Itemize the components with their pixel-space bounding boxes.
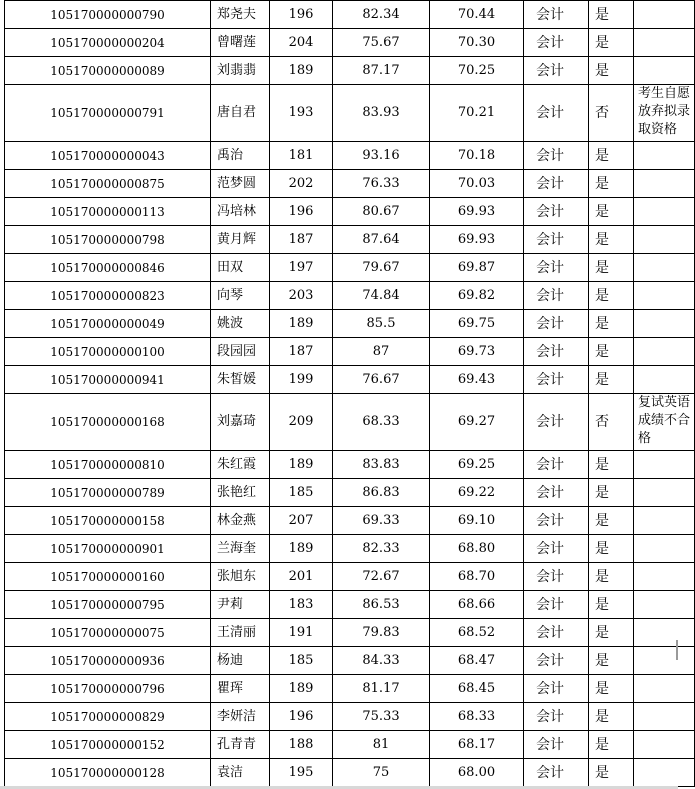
candidate-name-cell: 段园园 [211,338,270,366]
table-row [5,479,695,507]
note-cell [634,451,695,479]
major-cell: 会计 [524,507,589,535]
admitted-cell: 否 [589,85,634,142]
retest-score-cell: 76.33 [333,170,430,198]
candidate-name-cell: 曾曙莲 [211,29,270,57]
major-cell: 会计 [524,142,589,170]
prelim-score-cell: 199 [270,366,333,394]
total-score-cell: 69.73 [430,338,524,366]
retest-score-cell: 83.93 [333,85,430,142]
retest-score-cell: 80.67 [333,198,430,226]
admitted-cell: 是 [589,310,634,338]
total-score-cell: 70.21 [430,85,524,142]
candidate-id-cell: 105170000000089 [5,57,211,85]
retest-score-cell: 75.67 [333,29,430,57]
retest-score-cell: 82.33 [333,535,430,563]
table-row [5,310,695,338]
admitted-cell: 是 [589,451,634,479]
candidate-name-cell: 张艳红 [211,479,270,507]
total-score-cell: 70.18 [430,142,524,170]
total-score-cell: 69.25 [430,451,524,479]
table-row [5,366,695,394]
candidate-id-cell: 105170000000795 [5,591,211,619]
admitted-cell: 是 [589,57,634,85]
retest-score-cell: 79.83 [333,619,430,647]
admitted-cell: 是 [589,619,634,647]
table-row [5,759,695,787]
table-row [5,226,695,254]
retest-score-cell: 76.67 [333,366,430,394]
note-cell [634,731,695,759]
prelim-score-cell: 189 [270,57,333,85]
admitted-cell: 是 [589,142,634,170]
note-cell [634,1,695,29]
candidate-name-cell: 杨迪 [211,647,270,675]
candidate-name-cell: 向琴 [211,282,270,310]
candidate-name-cell: 范梦圆 [211,170,270,198]
table-row [5,57,695,85]
total-score-cell: 68.52 [430,619,524,647]
total-score-cell: 68.80 [430,535,524,563]
prelim-score-cell: 202 [270,170,333,198]
candidate-name-cell: 张旭东 [211,563,270,591]
major-cell: 会计 [524,1,589,29]
total-score-cell: 70.25 [430,57,524,85]
candidate-name-cell: 姚波 [211,310,270,338]
table-row [5,647,695,675]
candidate-id-cell: 105170000000152 [5,731,211,759]
note-cell: 考生自愿放弃拟录取资格 [634,85,695,142]
total-score-cell: 69.10 [430,507,524,535]
table-row [5,507,695,535]
total-score-cell: 68.66 [430,591,524,619]
note-cell [634,535,695,563]
prelim-score-cell: 185 [270,479,333,507]
retest-score-cell: 84.33 [333,647,430,675]
admitted-cell: 是 [589,338,634,366]
candidate-id-cell: 105170000000790 [5,1,211,29]
note-cell [634,675,695,703]
candidate-id-cell: 105170000000160 [5,563,211,591]
note-cell [634,563,695,591]
candidate-name-cell: 禹治 [211,142,270,170]
major-cell: 会计 [524,226,589,254]
total-score-cell: 70.30 [430,29,524,57]
table-row [5,338,695,366]
table-row [5,394,695,451]
admitted-cell: 是 [589,198,634,226]
admitted-cell: 是 [589,479,634,507]
candidate-name-cell: 郑尧夫 [211,1,270,29]
retest-score-cell: 79.67 [333,254,430,282]
retest-score-cell: 75.33 [333,703,430,731]
note-cell [634,479,695,507]
admitted-cell: 是 [589,759,634,787]
total-score-cell: 69.82 [430,282,524,310]
note-cell [634,591,695,619]
major-cell: 会计 [524,451,589,479]
retest-score-cell: 72.67 [333,563,430,591]
retest-score-cell: 93.16 [333,142,430,170]
candidate-name-cell: 田双 [211,254,270,282]
total-score-cell: 68.47 [430,647,524,675]
major-cell: 会计 [524,619,589,647]
candidate-name-cell: 兰海奎 [211,535,270,563]
admitted-cell: 是 [589,366,634,394]
total-score-cell: 68.45 [430,675,524,703]
admitted-cell: 否 [589,394,634,451]
admitted-cell: 是 [589,675,634,703]
candidate-name-cell: 冯培林 [211,198,270,226]
total-score-cell: 68.17 [430,731,524,759]
note-cell [634,619,695,647]
major-cell: 会计 [524,310,589,338]
admitted-cell: 是 [589,29,634,57]
retest-score-cell: 81.17 [333,675,430,703]
prelim-score-cell: 197 [270,254,333,282]
total-score-cell: 69.93 [430,226,524,254]
admitted-cell: 是 [589,591,634,619]
candidate-id-cell: 105170000000810 [5,451,211,479]
major-cell: 会计 [524,647,589,675]
prelim-score-cell: 187 [270,338,333,366]
total-score-cell: 69.22 [430,479,524,507]
candidate-id-cell: 105170000000846 [5,254,211,282]
major-cell: 会计 [524,198,589,226]
retest-score-cell: 81 [333,731,430,759]
major-cell: 会计 [524,731,589,759]
major-cell: 会计 [524,703,589,731]
admitted-cell: 是 [589,647,634,675]
candidate-name-cell: 朱皙媛 [211,366,270,394]
candidate-id-cell: 105170000000789 [5,479,211,507]
table-row [5,85,695,142]
candidate-id-cell: 105170000000901 [5,535,211,563]
prelim-score-cell: 189 [270,675,333,703]
total-score-cell: 68.00 [430,759,524,787]
retest-score-cell: 87.17 [333,57,430,85]
prelim-score-cell: 189 [270,451,333,479]
major-cell: 会计 [524,57,589,85]
table-row [5,703,695,731]
total-score-cell: 69.87 [430,254,524,282]
candidate-name-cell: 林金燕 [211,507,270,535]
major-cell: 会计 [524,563,589,591]
retest-score-cell: 87.64 [333,226,430,254]
retest-score-cell: 75 [333,759,430,787]
major-cell: 会计 [524,394,589,451]
table-row [5,198,695,226]
admitted-cell: 是 [589,254,634,282]
major-cell: 会计 [524,85,589,142]
total-score-cell: 69.27 [430,394,524,451]
retest-score-cell: 69.33 [333,507,430,535]
retest-score-cell: 85.5 [333,310,430,338]
prelim-score-cell: 189 [270,310,333,338]
candidate-name-cell: 孔青青 [211,731,270,759]
total-score-cell: 70.03 [430,170,524,198]
candidate-name-cell: 李妍洁 [211,703,270,731]
candidate-id-cell: 105170000000829 [5,703,211,731]
candidate-id-cell: 105170000000791 [5,85,211,142]
candidate-name-cell: 瞿珲 [211,675,270,703]
table-row [5,29,695,57]
note-cell [634,282,695,310]
candidate-id-cell: 105170000000204 [5,29,211,57]
retest-score-cell: 86.53 [333,591,430,619]
note-cell [634,507,695,535]
admitted-cell: 是 [589,226,634,254]
total-score-cell: 68.33 [430,703,524,731]
table-body [5,1,695,787]
candidate-name-cell: 朱红霞 [211,451,270,479]
prelim-score-cell: 209 [270,394,333,451]
total-score-cell: 69.43 [430,366,524,394]
table-row [5,170,695,198]
major-cell: 会计 [524,759,589,787]
table-row [5,282,695,310]
note-cell [634,338,695,366]
prelim-score-cell: 201 [270,563,333,591]
total-score-cell: 69.75 [430,310,524,338]
note-cell [634,226,695,254]
major-cell: 会计 [524,338,589,366]
prelim-score-cell: 181 [270,142,333,170]
total-score-cell: 68.70 [430,563,524,591]
prelim-score-cell: 204 [270,29,333,57]
candidate-id-cell: 105170000000798 [5,226,211,254]
retest-score-cell: 74.84 [333,282,430,310]
prelim-score-cell: 189 [270,535,333,563]
major-cell: 会计 [524,479,589,507]
note-cell [634,703,695,731]
table-row [5,619,695,647]
admitted-cell: 是 [589,507,634,535]
major-cell: 会计 [524,29,589,57]
note-cell [634,142,695,170]
note-cell [634,759,695,787]
total-score-cell: 70.44 [430,1,524,29]
prelim-score-cell: 187 [270,226,333,254]
note-cell [634,366,695,394]
candidate-name-cell: 王清丽 [211,619,270,647]
admission-table [4,0,695,787]
note-cell [634,647,695,675]
prelim-score-cell: 185 [270,647,333,675]
note-cell [634,310,695,338]
total-score-cell: 69.93 [430,198,524,226]
admitted-cell: 是 [589,282,634,310]
candidate-id-cell: 105170000000075 [5,619,211,647]
note-cell: 复试英语成绩不合格 [634,394,695,451]
candidate-id-cell: 105170000000113 [5,198,211,226]
major-cell: 会计 [524,591,589,619]
candidate-name-cell: 刘嘉琦 [211,394,270,451]
major-cell: 会计 [524,535,589,563]
candidate-id-cell: 105170000000941 [5,366,211,394]
prelim-score-cell: 193 [270,85,333,142]
table-row [5,142,695,170]
candidate-id-cell: 105170000000158 [5,507,211,535]
prelim-score-cell: 196 [270,1,333,29]
major-cell: 会计 [524,170,589,198]
admitted-cell: 是 [589,535,634,563]
retest-score-cell: 87 [333,338,430,366]
table-row [5,563,695,591]
prelim-score-cell: 207 [270,507,333,535]
prelim-score-cell: 195 [270,759,333,787]
candidate-id-cell: 105170000000049 [5,310,211,338]
page-edge-mark [676,640,678,660]
candidate-name-cell: 刘翡翡 [211,57,270,85]
admitted-cell: 是 [589,731,634,759]
candidate-id-cell: 105170000000168 [5,394,211,451]
candidate-id-cell: 105170000000875 [5,170,211,198]
admitted-cell: 是 [589,563,634,591]
admitted-cell: 是 [589,170,634,198]
note-cell [634,57,695,85]
admitted-cell: 是 [589,1,634,29]
table-row [5,731,695,759]
major-cell: 会计 [524,282,589,310]
prelim-score-cell: 196 [270,703,333,731]
table-row [5,535,695,563]
table-row [5,675,695,703]
candidate-id-cell: 105170000000936 [5,647,211,675]
prelim-score-cell: 196 [270,198,333,226]
table-row [5,254,695,282]
retest-score-cell: 83.83 [333,451,430,479]
note-cell [634,170,695,198]
prelim-score-cell: 203 [270,282,333,310]
table-row [5,591,695,619]
candidate-id-cell: 105170000000823 [5,282,211,310]
retest-score-cell: 68.33 [333,394,430,451]
major-cell: 会计 [524,366,589,394]
candidate-name-cell: 袁洁 [211,759,270,787]
candidate-name-cell: 黄月辉 [211,226,270,254]
candidate-id-cell: 105170000000100 [5,338,211,366]
table-row [5,451,695,479]
prelim-score-cell: 191 [270,619,333,647]
candidate-name-cell: 唐自君 [211,85,270,142]
major-cell: 会计 [524,675,589,703]
candidate-id-cell: 105170000000796 [5,675,211,703]
candidate-id-cell: 105170000000043 [5,142,211,170]
prelim-score-cell: 188 [270,731,333,759]
major-cell: 会计 [524,254,589,282]
admitted-cell: 是 [589,703,634,731]
note-cell [634,198,695,226]
prelim-score-cell: 183 [270,591,333,619]
candidate-name-cell: 尹莉 [211,591,270,619]
retest-score-cell: 86.83 [333,479,430,507]
retest-score-cell: 82.34 [333,1,430,29]
table-row [5,1,695,29]
note-cell [634,254,695,282]
note-cell [634,29,695,57]
candidate-id-cell: 105170000000128 [5,759,211,787]
